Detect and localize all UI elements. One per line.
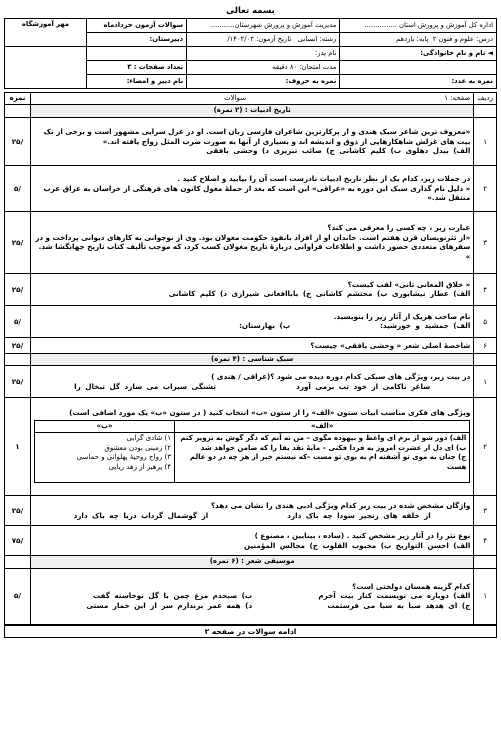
question-1 bbox=[31, 117, 474, 165]
s4-text: نوع نثر را در آثار زیر مشخص کنید . (ساده ، بینابین ، مصنوع ) bbox=[254, 531, 471, 541]
q6-number: ۶ bbox=[474, 337, 497, 353]
field: رشته: انسانی bbox=[297, 34, 337, 43]
question-5 bbox=[31, 305, 474, 337]
m1-option-d: د) همه عمر برندارم سر از این خمار مستی bbox=[86, 601, 253, 611]
q5-score: ۵/ bbox=[5, 305, 31, 337]
section-music: موسیقی شعر : (۶ نمره) bbox=[31, 556, 474, 568]
column-b-item: ۳) رواج روحیهٔ پهلوانی و حماسی bbox=[76, 453, 171, 462]
questions-header: سوالات bbox=[224, 94, 247, 102]
q4-options: الف) عطار نیشابوری ب) محتشم کاشانی ج) باباافغانی شیرازی د) کلیم کاشانی bbox=[168, 289, 471, 299]
seal-cell: مهر آموزشگاه bbox=[5, 19, 87, 47]
s3-score: ۲۵/ bbox=[5, 496, 31, 526]
q5-option-b: ب) بهارستان: bbox=[239, 321, 291, 331]
q3-passage: «از تثرنویسان قرن هفتم است. خاندان او از افراد بانفوذ حکومت مغولان بود. وی از نوجوانی به کارهای دیوانی پرداخت و در سفرهای متعددی حضور داشت و اطلاعات فراوانی دربارهٔ تاریخ مغولان کسب کرد، که موجب تألیف کتاب تاریخ جهانگشا شد. » bbox=[35, 232, 471, 262]
s2-score: ۱ bbox=[5, 398, 31, 496]
q4-number: ۴ bbox=[474, 273, 497, 305]
exam-header bbox=[4, 18, 497, 89]
org-cell: اداره کل آموزش و پرورش استان ............... bbox=[340, 19, 497, 33]
question-3 bbox=[31, 211, 474, 273]
q2-statement: « دلیل نام گذاری سبک این دوره به «عراقی» این است که بعد از حملهٔ مغول کانون های فرهنگی از خراسان به عراق عرب منتقل شد.» bbox=[43, 183, 471, 203]
score-number: نمره به عدد: bbox=[340, 75, 497, 89]
m1-option-b: ب) صبحدم مرغ چمن با گل نوخاسته گفت bbox=[92, 591, 253, 601]
q2-text: در جملات زیر، کدام یک از نظر تاریخ ادبیات نادرست است آن را بیابید و اصلاح کنید . bbox=[177, 173, 471, 183]
s4-score: ۷۵/ bbox=[5, 526, 31, 556]
stylistics-question-3 bbox=[31, 496, 474, 526]
dept-cell: مدیریت آموزش و پرورش شهرستان........... bbox=[187, 19, 340, 33]
pages: تعداد صفحات : ۳ bbox=[87, 61, 187, 75]
column-b bbox=[35, 433, 175, 483]
stylistics-question-4 bbox=[31, 526, 474, 556]
q6-text: شاخصهٔ اصلی شعر « وحشی بافقی» چیست؟ bbox=[31, 337, 474, 353]
column-a bbox=[175, 433, 470, 483]
subject: درس: علوم و فنون ۲ bbox=[432, 34, 493, 43]
duration: مدت امتحان: ۸۰ دقیقه bbox=[187, 61, 340, 75]
m1-option-a: الف) دوباره می نویسمت کنار بیت آخرم bbox=[318, 591, 471, 601]
question-4 bbox=[31, 273, 474, 305]
exam-page bbox=[4, 4, 497, 638]
exam-title: سوالات آزمون خردادماه bbox=[87, 19, 187, 33]
grade: پایه: یازدهم bbox=[396, 34, 429, 43]
q6-score: ۲۵/ bbox=[5, 337, 31, 353]
m1-text: کدام گزینه همسان دولختی است؟ bbox=[352, 581, 471, 591]
q1-score: ۲۵/ bbox=[5, 117, 31, 165]
column-b-item: ۴) پرهیز از زهد ریایی bbox=[108, 462, 171, 471]
section-stylistics: سبک شناسی : (۴ نمره) bbox=[31, 353, 474, 365]
s3-text: واژگان مشخص شده در بیت زیر کدام ویژگی ادبی هندی را نشان می دهد؟ bbox=[211, 501, 471, 511]
q5-option-a: الف) جمشید و خورشید: bbox=[380, 321, 471, 331]
questions-table bbox=[4, 92, 497, 625]
column-b-item: ۲) زمینی بودن معشوق bbox=[104, 443, 171, 452]
q1-text: «معروف ترین شاعر سبک هندی و از پرکارترین شاعران فارسی زبان است. او در غزل سرایی مشهور است و برخی از تک بیت های غزلش شاهکارهایی از ذوق و اندیشه اند و بسیاری از آنها به صورت ضرب المثل رواج یافته اند.» bbox=[43, 126, 471, 146]
row-header: ردیف bbox=[474, 93, 497, 105]
m1-option-c: ج) ای هدهد صبا به سبا می فرستمت bbox=[327, 601, 471, 611]
q3-score: ۲۵/ bbox=[5, 211, 31, 273]
page-number: صفحه: ۱ bbox=[444, 94, 471, 102]
m1-score: ۵/ bbox=[5, 568, 31, 624]
s3-verse-b: از گوشمال گرداب دریا چه باک دارد bbox=[73, 510, 209, 520]
s2-number: ۲ bbox=[474, 398, 497, 496]
father-name: نام پدر: bbox=[187, 47, 340, 61]
q3-text: عبارت زیر ، چه کسی را معرفی می کند؟ bbox=[327, 222, 471, 232]
continued-footer: ادامه سوالات در صفحه ۲ bbox=[4, 625, 497, 638]
exam-date: تاریخ آزمون: ۱۴۰۲/۰۳/ bbox=[227, 34, 292, 43]
q4-text: « خلاق المعانی ثانی» لقب کیست؟ bbox=[347, 279, 471, 289]
q1-options: الف) بیدل دهلوی ب) کلیم کاشانی ج) صائب تبریزی د) وحشی بافقی bbox=[206, 146, 471, 156]
q1-number: ۱ bbox=[474, 117, 497, 165]
q2-number: ۲ bbox=[474, 165, 497, 211]
basmala: بسمه تعالی bbox=[226, 6, 275, 16]
s1-text: در بیت زیر، ویژگی های سبکی کدام دوره دیده می شود ؟(عراقی / هندی ) bbox=[211, 372, 471, 382]
section-history: تاریخ ادبیات : (۲ نمره) bbox=[31, 105, 474, 117]
m1-number: ۱ bbox=[474, 568, 497, 624]
score-words: نمره به حروف: bbox=[187, 75, 340, 89]
column-a-item: الف) دور شو از برم ای واعظ و بیهوده مگوی – من نه آنم که دگر گوش به تزویر کنم bbox=[180, 434, 467, 443]
q4-score: ۲۵/ bbox=[5, 273, 31, 305]
teacher-signature: نام دبیر و امضاء: bbox=[87, 75, 187, 89]
score-header: نمره bbox=[5, 93, 31, 105]
s1-number: ۱ bbox=[474, 366, 497, 398]
column-a-item: ب) ای دل ار عشرت امروز به فردا فکنی – مایهٔ نقد بقا را که ضامن خواهد شد bbox=[200, 443, 467, 452]
column-b-header: «ب» bbox=[35, 420, 175, 432]
s3-verse-a: از حلقه های زنجیر سودا چه باک دارد bbox=[287, 510, 431, 520]
s3-number: ۳ bbox=[474, 496, 497, 526]
stylistics-question-1 bbox=[31, 366, 474, 398]
stylistics-question-2 bbox=[31, 398, 474, 496]
s2-text: ویژگی های فکری مناسب ابیات ستون «الف» را از ستون «ب» انتخاب کنید ( در ستون «ب» یک مورد اضافی است) bbox=[69, 408, 471, 418]
music-question-1 bbox=[31, 568, 474, 624]
s1-score: ۲۵/ bbox=[5, 366, 31, 398]
column-b-item: ۱) شادی گرایی bbox=[126, 434, 171, 443]
s4-number: ۴ bbox=[474, 526, 497, 556]
column-a-header: «الف» bbox=[175, 420, 470, 432]
s4-options: الف) احسن التواریخ ب) محبوب القلوب ج) مجالس المؤمنین bbox=[244, 540, 471, 550]
q3-number: ۳ bbox=[474, 211, 497, 273]
q5-number: ۵ bbox=[474, 305, 497, 337]
column-a-item: ج) چنان به موی تو آشفته ام به بوی تو مست –که نیستم خبر از هر چه در دو عالم هست bbox=[190, 453, 467, 471]
student-name: ◄ نام و نام خانوادگی: bbox=[340, 47, 497, 61]
q2-score: ۵/ bbox=[5, 165, 31, 211]
matching-table bbox=[34, 420, 470, 483]
s1-verse-b: تشنگی سیراب می سازد گل تبخال را bbox=[74, 381, 216, 391]
school: دبیرستان: bbox=[87, 33, 187, 47]
q5-text: نام صاحب هریک از آثار زیر را بنویسید. bbox=[333, 311, 471, 321]
question-2 bbox=[31, 165, 474, 211]
s1-verse-a: ساغر ناکامی از خود تب برمی آورد bbox=[296, 381, 431, 391]
